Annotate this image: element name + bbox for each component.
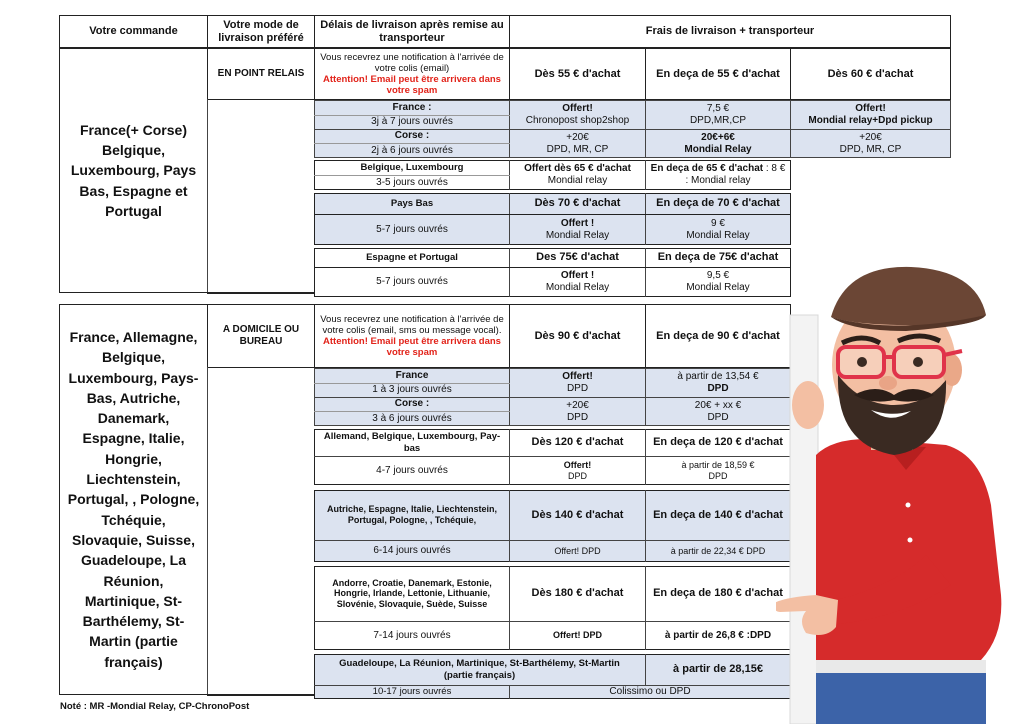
header-mode: Votre mode de livraison préféré [207, 15, 315, 48]
home-th-b: En deça de 90 € d'achat [645, 304, 791, 368]
relay-corse-delay: 2j à 6 jours ouvrés [371, 144, 453, 156]
relay-france-a2: Chronopost shop2shop [525, 114, 630, 126]
relay-pb-delay: 5-7 jours ouvrés [376, 223, 448, 235]
relay-es-delay: 5-7 jours ouvrés [376, 276, 448, 288]
relay-france-c [790, 100, 951, 129]
relay-pb-b1: 9 € [711, 217, 725, 229]
relay-corse-b2: Mondial Relay [684, 143, 752, 155]
relay-belux-b1: En deça de 65 € d'achat [650, 163, 764, 175]
relay-es-a1: Offert ! [560, 270, 595, 282]
home-notice [314, 304, 510, 368]
home-corse-b [645, 397, 791, 426]
relay-belux-a1: Offert dès 65 € d'achat [524, 163, 631, 175]
relay-pb-label: Pays Bas [390, 197, 434, 209]
home-corse-a2: DPD [566, 411, 589, 423]
home-corse-label: Corse : [394, 398, 430, 410]
home-g3-th-b: En deça de 180 € d'achat [653, 587, 783, 600]
relay-es-a2: Mondial Relay [545, 282, 610, 293]
relay-corse-c [790, 129, 951, 158]
home-g1-b [645, 456, 791, 485]
home-g2-label: Autriche, Espagne, Italie, Liechtenstein, Portugal, Pologne, , Tchéquie, [326, 504, 498, 525]
home-corse-b2: DPD [707, 411, 729, 423]
home-g4-carrier: Colissimo ou DPD [609, 686, 691, 698]
home-france-b2: DPD [707, 382, 729, 394]
home-th-a: Dès 90 € d'achat [509, 304, 646, 368]
home-france-a2: DPD [566, 382, 589, 394]
home-g3-delay: 7-14 jours ouvrés [373, 629, 451, 641]
home-g1-a [509, 456, 646, 485]
relay-notice [314, 48, 510, 100]
relay-corse-a2: DPD, MR, CP [546, 143, 609, 155]
relay-belux-b [645, 160, 791, 190]
home-france-b [645, 368, 791, 397]
relay-pb-a2: Mondial Relay [545, 229, 610, 241]
home-countries: France, Allemagne, Belgique, Luxembourg, Pays-Bas, Autriche, Danemark, Espagne, Italie, Hongrie, Liechtenstein, Portugal, , Pologne, Tchéquie, Slovaquie, Suisse, Guadeloupe, La Réunion, Martinique, St-Barthélemy, St-Martin (partie français) [59, 304, 208, 695]
home-g1-th-a: Dès 120 € d'achat [531, 436, 624, 449]
relay-th-b: En deça de 55 € d'achat [645, 48, 791, 100]
relay-belux-b2: : Mondial relay [685, 175, 751, 186]
relay-notice-text: Vous recevrez une notification à l'arrivée de votre colis (email) [320, 51, 504, 74]
relay-belux-b1b: : 8 € [763, 163, 786, 175]
home-g1-delay: 4-7 jours ouvrés [376, 464, 448, 476]
header-order: Votre commande [59, 15, 208, 48]
relay-es-b2: Mondial Relay [686, 282, 750, 293]
home-corse-b1: 20€ + xx € [694, 399, 742, 411]
relay-france-c2: Mondial relay+Dpd pickup [808, 114, 933, 126]
relay-pb-th-b: En deça de 70 € d'achat [656, 197, 780, 210]
relay-pb-a [509, 214, 646, 245]
home-corse-a1: +20€ [566, 399, 589, 411]
home-g4-delay: 10-17 jours ouvrés [372, 686, 452, 698]
relay-france-delay: 3j à 7 jours ouvrés [371, 116, 453, 128]
home-france-label: France [395, 369, 429, 381]
relay-es-b [645, 267, 791, 297]
relay-corse-b [645, 129, 791, 158]
footnote: Noté : MR -Mondial Relay, CP-ChronoPost [60, 701, 250, 712]
home-g3-label: Andorre, Croatie, Danemark, Estonie, Hongrie, Irlande, Lettonie, Lithuanie, Slovénie, Slovaquie, Suède, Suisse [332, 577, 492, 609]
home-g2-a: Offert! DPD [554, 545, 601, 556]
relay-pb-a1: Offert ! [560, 217, 595, 229]
relay-th-a: Dès 55 € d'achat [509, 48, 646, 100]
relay-france-a [509, 100, 646, 129]
home-g2-b: à partir de 22,34 € DPD [670, 545, 766, 556]
relay-corse-b1: 20€+6€ [701, 131, 735, 143]
home-g3-a: Offert! DPD [553, 630, 602, 641]
relay-belux-delay: 3-5 jours ouvrés [376, 176, 448, 188]
home-g3-th-a: Dès 180 € d'achat [531, 587, 624, 600]
relay-es-th-a: Des 75€ d'achat [536, 251, 619, 264]
home-g1-b1: à partir de 18,59 € [681, 459, 755, 470]
relay-france-a1: Offert! [562, 102, 593, 114]
home-g4-price: à partir de 28,15€ [673, 663, 763, 676]
home-g2-th-a: Dès 140 € d'achat [531, 508, 624, 521]
relay-france-b1: 7,5 € [706, 102, 730, 114]
relay-france-b2: DPD,MR,CP [689, 114, 747, 126]
home-g4-label: Guadeloupe, La Réunion, Martinique, St-Barthélemy, St-Martin (partie français) [339, 658, 620, 681]
relay-corse-label: Corse : [394, 130, 430, 142]
home-g1-b2: DPD [708, 470, 728, 481]
relay-france-c1: Offert! [855, 102, 886, 114]
relay-warning: Attention! Email peut être arrivera dans votre spam [323, 74, 501, 97]
relay-belux-label: Belgique, Luxembourg [360, 161, 464, 173]
home-france-a [509, 368, 646, 397]
home-g2-delay: 6-14 jours ouvrés [373, 545, 451, 557]
relay-corse-c1: +20€ [859, 131, 882, 143]
relay-es-label: Espagne et Portugal [366, 251, 458, 263]
relay-es-b1: 9,5 € [706, 270, 730, 282]
home-corse-delay: 3 à 6 jours ouvrés [372, 412, 452, 424]
home-g2-th-b: En deça de 140 € d'achat [653, 508, 783, 521]
relay-es-th-b: En deça de 75€ d'achat [657, 251, 779, 264]
relay-th-c: Dès 60 € d'achat [790, 48, 951, 100]
home-notice-text: Vous recevrez une notification à l'arrivée de votre colis (email, sms ou message vocal). [320, 313, 504, 336]
home-france-a1: Offert! [562, 370, 593, 382]
home-france-delay: 1 à 3 jours ouvrés [372, 384, 452, 396]
relay-corse-c2: DPD, MR, CP [839, 143, 902, 155]
relay-countries: France(+ Corse) Belgique, Luxembourg, Pays Bas, Espagne et Portugal [59, 48, 208, 293]
relay-pb-b2: Mondial Relay [686, 229, 750, 241]
home-g1-a2: DPD [567, 470, 587, 481]
home-warning: Attention! Email peut être arrivera dans votre spam [323, 336, 501, 359]
relay-pb-b [645, 214, 791, 245]
relay-france-label: France : [392, 101, 432, 113]
home-g1-th-b: En deça de 120 € d'achat [653, 436, 783, 449]
relay-belux-a2: Mondial relay [547, 175, 608, 186]
header-delay: Délais de livraison après remise au transporteur [314, 15, 510, 48]
home-g1-a1: Offert! [563, 459, 592, 470]
home-france-b1: à partir de 13,54 € [677, 370, 759, 382]
cartoon-man-pointing-icon [776, 255, 1016, 724]
home-g3-b: à partir de 26,8 € :DPD [664, 629, 772, 641]
home-g1-label: Allemand, Belgique, Luxembourg, Pay-bas [323, 431, 501, 454]
relay-mode: EN POINT RELAIS [207, 48, 315, 100]
header-fees: Frais de livraison + transporteur [509, 15, 951, 48]
relay-france-b [645, 100, 791, 129]
relay-es-a [509, 267, 646, 297]
relay-corse-a [509, 129, 646, 158]
relay-corse-a1: +20€ [566, 131, 589, 143]
relay-pb-th-a: Dès 70 € d'achat [534, 197, 621, 210]
home-corse-a [509, 397, 646, 426]
home-mode: A DOMICILE OU BUREAU [207, 304, 315, 368]
relay-belux-a [509, 160, 646, 190]
